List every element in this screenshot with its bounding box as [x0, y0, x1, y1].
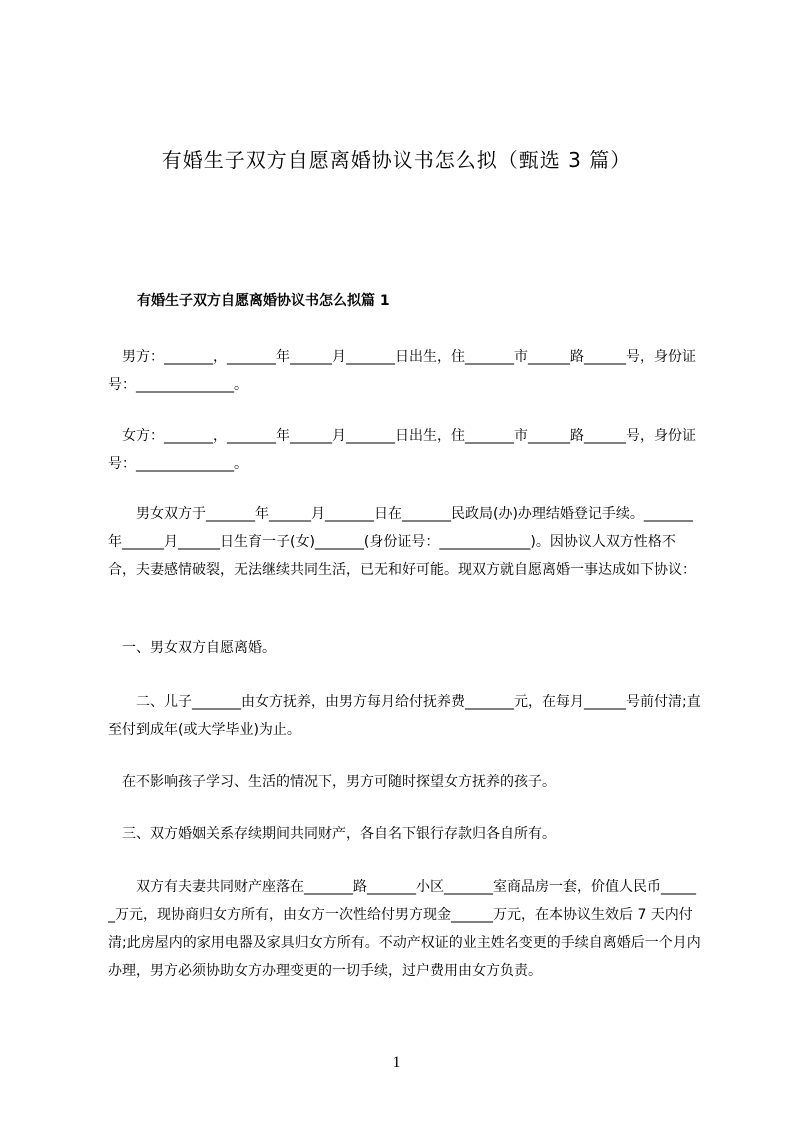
- clause-one-paragraph: 一、男女双方自愿离婚。: [108, 640, 276, 656]
- male-party-paragraph: 男方：_______，_______年______月_______日出生，住_______市______路______号，身份证号：______________。: [108, 349, 696, 393]
- section-heading: 有婚生子双方自愿离婚协议书怎么拟篇 1: [137, 293, 390, 309]
- page-number: 1: [392, 1054, 401, 1071]
- female-party-paragraph: 女方：_______，_______年______月_______日出生，住_______市______路______号，身份证号：______________。: [108, 428, 696, 472]
- clause-two-paragraph: 二、儿子_______由女方抚养，由男方每月给付抚养费_______元，在每月______号前付清;直至付到成年(或大学毕业)为止。: [108, 694, 701, 738]
- marriage-registration-paragraph: 男女双方于_______年______月_______日在_______民政局(办)办理结婚登记手续。_______年______月______日生育一子(女)_______(身份证号：_____________)。因协议人双方性格不合，夫妻感情破裂，无法继续共同生活，已无和好可能。现双方就自愿离婚一事达成如下协议：: [108, 506, 696, 578]
- clause-three-paragraph: 三、双方婚姻关系存续期间共同财产，各自名下银行存款归各自所有。: [108, 826, 556, 842]
- visitation-paragraph: 在不影响孩子学习、生活的情况下，男方可随时探望女方抚养的孩子。: [108, 774, 556, 790]
- property-paragraph: 双方有夫妻共同财产座落在_______路_______小区_______室商品房一套，价值人民币______万元，现协商归女方所有，由女方一次性给付男方现金______万元，在本协议生效后 7 天内付清;此房屋内的家用电器及家具归女方所有。不动产权证的业主姓名变更的手续自离婚后一个月内办理，男方必须协助女方办理变更的一切手续，过户费用由女方负责。: [108, 879, 701, 979]
- document-title: 有婚生子双方自愿离婚协议书怎么拟（甄选 3 篇）: [161, 148, 632, 172]
